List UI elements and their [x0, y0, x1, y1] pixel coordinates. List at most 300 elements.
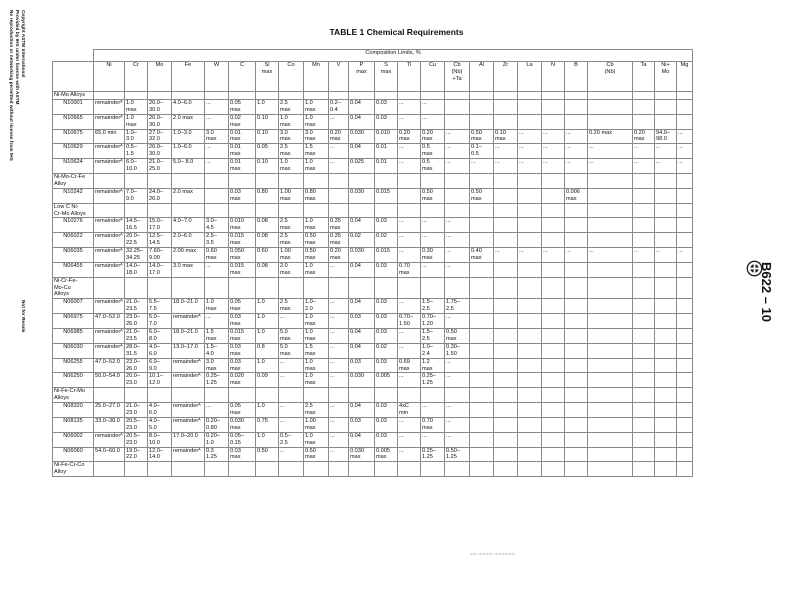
table-cell: 0.03 max	[229, 343, 256, 358]
table-cell	[542, 358, 565, 373]
table-cell: ...	[279, 358, 304, 373]
table-cell	[655, 403, 677, 418]
table-cell: 5.0– 7.0	[148, 314, 172, 329]
table-cell: ...	[565, 129, 588, 144]
empty-cell	[125, 388, 148, 403]
column-header: La	[518, 62, 542, 92]
table-cell: 0.30 max	[421, 248, 445, 263]
table-cell: 15.0– 17.0	[148, 218, 172, 233]
table-cell: 47.0–52.0	[94, 314, 125, 329]
empty-cell	[148, 388, 172, 403]
table-cell: remainderᴬ	[94, 343, 125, 358]
table-cell	[655, 358, 677, 373]
empty-cell	[633, 277, 655, 299]
table-cell: remainderᴬ	[94, 248, 125, 263]
table-cell: 94.0– 98.0	[655, 129, 677, 144]
table-cell: 2.0–6.0	[172, 233, 205, 248]
table-cell: remainderᴬ	[94, 329, 125, 344]
table-cell: 1.0 max	[125, 114, 148, 129]
table-cell: 2.5 max	[279, 218, 304, 233]
table-cell	[494, 99, 518, 114]
empty-cell	[421, 388, 445, 403]
uns-designation: N06022	[53, 233, 94, 248]
table-cell	[470, 299, 494, 314]
table-cell	[518, 99, 542, 114]
table-cell	[329, 188, 349, 203]
uns-designation: N06255	[53, 358, 94, 373]
table-cell	[565, 329, 588, 344]
empty-cell	[633, 462, 655, 477]
table-cell: ...	[279, 447, 304, 462]
table-cell: 0.35 max	[329, 218, 349, 233]
table-cell: 1.0–3.0	[172, 129, 205, 144]
table-cell	[655, 314, 677, 329]
empty-cell	[256, 462, 279, 477]
table-cell: 0.04	[349, 144, 375, 159]
table-cell	[588, 218, 633, 233]
table-cell	[542, 314, 565, 329]
table-cell	[677, 299, 693, 314]
table-cell: remainderᴬ	[172, 358, 205, 373]
table-cell	[677, 314, 693, 329]
column-header: Co	[279, 62, 304, 92]
empty-cell	[205, 173, 229, 188]
empty-cell	[470, 173, 494, 188]
table-cell: 0.030	[349, 188, 375, 203]
table-cell: 0.80	[256, 188, 279, 203]
table-cell: 0.03	[349, 314, 375, 329]
table-cell	[588, 403, 633, 418]
table-cell: ...	[398, 99, 421, 114]
table-cell: ...	[655, 144, 677, 159]
table-cell: ...	[445, 248, 470, 263]
table-cell	[470, 447, 494, 462]
table-cell: 0.03	[375, 417, 398, 432]
empty-cell	[542, 173, 565, 188]
empty-cell	[398, 388, 421, 403]
table-cell: ...	[542, 144, 565, 159]
table-cell	[588, 99, 633, 114]
table-row	[53, 233, 693, 248]
column-header: Zr	[494, 62, 518, 92]
table-cell: 0.08	[256, 233, 279, 248]
table-cell: 2.0 max	[172, 188, 205, 203]
table-cell	[542, 262, 565, 277]
table-cell: 0.60	[256, 248, 279, 263]
alloy-group-row	[53, 388, 693, 403]
copyright-sidebar	[4, 10, 28, 340]
table-cell: 1.2 max	[421, 358, 445, 373]
table-row	[53, 403, 693, 418]
table-cell	[633, 299, 655, 314]
uns-designation: N06060	[53, 447, 94, 462]
table-cell: 3.0 max	[205, 129, 229, 144]
empty-cell	[329, 92, 349, 100]
empty-cell	[205, 388, 229, 403]
table-cell: 0.50 max	[445, 329, 470, 344]
empty-cell	[421, 173, 445, 188]
empty-cell	[633, 388, 655, 403]
table-cell: 1.0– 3.0	[125, 129, 148, 144]
table-cell	[494, 343, 518, 358]
table-cell: 21.0– 25.0	[148, 159, 172, 174]
table-cell	[588, 114, 633, 129]
table-cell: 0.01	[375, 144, 398, 159]
table-cell: ...	[565, 248, 588, 263]
table-cell	[633, 262, 655, 277]
table-cell	[565, 432, 588, 447]
table-cell: 23.0– 26.0	[125, 358, 148, 373]
table-cell: 1.0 max	[304, 218, 329, 233]
copyright-line-1: Copyright ASTM International	[21, 10, 26, 78]
table-cell: 8.0– 10.0	[148, 432, 172, 447]
table-cell: 1.0– 2.4	[421, 343, 445, 358]
table-cell: ...	[445, 233, 470, 248]
empty-cell	[229, 388, 256, 403]
empty-cell	[205, 462, 229, 477]
empty-cell	[205, 203, 229, 218]
table-cell	[494, 188, 518, 203]
table-cell	[518, 432, 542, 447]
table-cell: remainderᴬ	[94, 188, 125, 203]
table-cell: 0.03	[349, 417, 375, 432]
table-cell: 3.0 max	[205, 358, 229, 373]
table-cell	[588, 447, 633, 462]
table-cell: ...	[677, 248, 693, 263]
table-cell: 0.03	[375, 358, 398, 373]
table-cell: 26.0– 30.0	[148, 99, 172, 114]
table-cell: 0.80 max	[304, 188, 329, 203]
table-cell: 0.05 max	[229, 99, 256, 114]
table-cell: 1.0 max	[304, 373, 329, 388]
table-cell: ...	[398, 233, 421, 248]
empty-cell	[349, 203, 375, 218]
table-cell: ...	[421, 114, 445, 129]
table-cell: remainderᴬ	[94, 299, 125, 314]
table-cell: 0.015 max	[229, 262, 256, 277]
table-cell	[588, 262, 633, 277]
table-cell	[677, 403, 693, 418]
table-row	[53, 129, 693, 144]
empty-cell	[470, 203, 494, 218]
table-cell	[588, 299, 633, 314]
table-cell	[542, 432, 565, 447]
table-cell	[633, 329, 655, 344]
uns-designation: N10624	[53, 159, 94, 174]
table-cell: 0.04	[349, 99, 375, 114]
table-cell	[470, 233, 494, 248]
table-cell: 0.50 max	[304, 248, 329, 263]
table-cell	[398, 188, 421, 203]
table-cell: 25.0–27.0	[94, 403, 125, 418]
table-row	[53, 144, 693, 159]
empty-cell	[677, 92, 693, 100]
uns-designation: N06455	[53, 262, 94, 277]
table-cell: ...	[445, 417, 470, 432]
empty-cell	[633, 203, 655, 218]
table-cell	[470, 343, 494, 358]
table-cell: 1.5– 2.5	[421, 329, 445, 344]
empty-cell	[494, 203, 518, 218]
table-cell: 1.0 max	[304, 114, 329, 129]
table-cell	[633, 343, 655, 358]
table-cell: remainderᴬ	[172, 373, 205, 388]
table-cell	[633, 447, 655, 462]
table-cell: 54.0–60.0	[94, 447, 125, 462]
empty-cell	[633, 173, 655, 188]
table-cell	[588, 188, 633, 203]
table-cell: 0.25– 1.25	[421, 447, 445, 462]
table-cell: 0.01 max	[229, 159, 256, 174]
table-cell	[633, 188, 655, 203]
table-cell: ...	[205, 159, 229, 174]
empty-cell	[542, 462, 565, 477]
table-cell: 0.03 max	[229, 188, 256, 203]
alloy-group-row	[53, 203, 693, 218]
table-cell: 18.0–21.0	[172, 329, 205, 344]
table-cell: 0.60 max	[205, 248, 229, 263]
table-cell: remainderᴬ	[94, 262, 125, 277]
empty-cell	[470, 388, 494, 403]
column-header: Ta	[633, 62, 655, 92]
table-cell	[542, 343, 565, 358]
table-cell: 0.20 max	[329, 129, 349, 144]
table-cell: ...	[445, 373, 470, 388]
table-cell: 0.05 max	[229, 299, 256, 314]
uns-designation: N06007	[53, 299, 94, 314]
empty-cell	[172, 92, 205, 100]
table-cell: ...	[329, 299, 349, 314]
empty-cell	[421, 277, 445, 299]
table-row	[53, 262, 693, 277]
table-cell: 0.015 max	[229, 329, 256, 344]
empty-cell	[279, 92, 304, 100]
table-cell: remainderᴬ	[94, 159, 125, 174]
table-row	[53, 373, 693, 388]
table-cell	[588, 432, 633, 447]
table-cell	[655, 373, 677, 388]
table-cell: ...	[279, 403, 304, 418]
table-cell	[470, 329, 494, 344]
empty-cell	[565, 462, 588, 477]
table-cell	[494, 299, 518, 314]
table-cell	[542, 114, 565, 129]
empty-cell	[349, 92, 375, 100]
table-cell	[655, 233, 677, 248]
table-cell	[677, 262, 693, 277]
empty-cell	[304, 203, 329, 218]
table-cell: 0.70 max	[421, 417, 445, 432]
empty-cell	[172, 462, 205, 477]
table-cell: 0.25– 1.25	[421, 373, 445, 388]
table-cell: 27.0– 32.0	[148, 129, 172, 144]
table-cell: 20.5– 23.0	[125, 432, 148, 447]
table-cell: 1.0	[256, 99, 279, 114]
table-cell: 1.00 max	[279, 248, 304, 263]
table-cell	[677, 417, 693, 432]
empty-cell	[125, 92, 148, 100]
table-cell: 2.0 max	[279, 262, 304, 277]
empty-cell	[677, 277, 693, 299]
table-cell: 0.050 max	[229, 248, 256, 263]
table-cell	[588, 329, 633, 344]
table-cell: 1.0	[256, 329, 279, 344]
table-cell: remainderᴬ	[172, 417, 205, 432]
empty-cell	[172, 388, 205, 403]
table-cell: ...	[565, 159, 588, 174]
table-cell: 0.04	[349, 299, 375, 314]
table-cell: 4.0– 6.0	[148, 403, 172, 418]
empty-cell	[398, 277, 421, 299]
table-cell: 0.50 max	[470, 129, 494, 144]
table-cell: remainderᴬ	[94, 144, 125, 159]
table-cell: 0.35 max	[329, 233, 349, 248]
table-row	[53, 299, 693, 314]
table-cell: ...	[494, 144, 518, 159]
column-header: Cb (Nb) +Ta	[445, 62, 470, 92]
table-cell: 20.0– 22.5	[125, 233, 148, 248]
column-header: Fe	[172, 62, 205, 92]
empty-cell	[542, 388, 565, 403]
table-cell	[655, 99, 677, 114]
table-cell	[633, 403, 655, 418]
table-cell	[518, 114, 542, 129]
table-cell: 0.50 max	[304, 233, 329, 248]
empty-cell	[304, 462, 329, 477]
table-cell	[633, 417, 655, 432]
table-cell: 0.5– 2.5	[279, 432, 304, 447]
table-cell	[633, 358, 655, 373]
table-cell: 0.09	[256, 373, 279, 388]
table-cell: 32.25– 34.25	[125, 248, 148, 263]
table-cell: 1.0 max	[304, 329, 329, 344]
empty-cell	[542, 92, 565, 100]
column-header: C	[229, 62, 256, 92]
table-cell	[655, 343, 677, 358]
table-cell: 1.5 max	[304, 144, 329, 159]
column-header: Mg	[677, 62, 693, 92]
table-cell: 1.5 max	[304, 343, 329, 358]
table-cell: ...	[329, 447, 349, 462]
empty-cell	[565, 388, 588, 403]
empty-cell	[470, 277, 494, 299]
table-cell: 0.030 max	[229, 417, 256, 432]
table-cell: ...	[398, 248, 421, 263]
table-cell	[565, 114, 588, 129]
empty-cell	[375, 92, 398, 100]
table-cell: 0.70– 1.50	[398, 314, 421, 329]
table-cell: 0.69 max	[398, 358, 421, 373]
table-cell	[588, 233, 633, 248]
empty-cell	[304, 92, 329, 100]
table-cell: remainderᴬ	[94, 233, 125, 248]
table-cell: 1.0– 2.0	[304, 299, 329, 314]
table-cell: ...	[588, 248, 633, 263]
table-cell: ...	[329, 329, 349, 344]
table-cell: ...	[329, 358, 349, 373]
empty-cell	[542, 203, 565, 218]
table-cell: ...	[279, 417, 304, 432]
table-cell	[518, 447, 542, 462]
table-cell	[518, 299, 542, 314]
empty-cell	[655, 92, 677, 100]
table-cell: ...	[565, 144, 588, 159]
table-cell	[633, 233, 655, 248]
table-cell: 24.0– 26.0	[148, 188, 172, 203]
table-cell	[565, 403, 588, 418]
table-cell: ...	[445, 129, 470, 144]
empty-cell	[229, 277, 256, 299]
table-cell: ...	[329, 432, 349, 447]
uns-designation: N06975	[53, 314, 94, 329]
empty-cell	[655, 388, 677, 403]
table-cell: 0.50	[256, 447, 279, 462]
empty-cell	[494, 462, 518, 477]
table-cell	[588, 358, 633, 373]
table-cell: 0.02	[375, 233, 398, 248]
table-cell: 6.0– 10.0	[125, 159, 148, 174]
column-header: W	[205, 62, 229, 92]
table-cell: 28.0– 31.5	[125, 343, 148, 358]
table-cell: 33.0–38.0	[94, 417, 125, 432]
table-cell: 0.30– 1.50	[445, 343, 470, 358]
table-cell: 5.5– 7.5	[148, 299, 172, 314]
table-cell	[655, 432, 677, 447]
column-header: Mn	[304, 62, 329, 92]
table-cell	[470, 403, 494, 418]
table-cell	[655, 447, 677, 462]
empty-cell	[304, 388, 329, 403]
empty-cell	[445, 173, 470, 188]
table-cell: 0.10	[256, 114, 279, 129]
column-header: Ni	[94, 62, 125, 92]
table-cell	[655, 218, 677, 233]
empty-cell	[421, 203, 445, 218]
table-cell: 0.02	[375, 343, 398, 358]
copyright-line-2: Provided by IHS under license with ASTM	[15, 10, 20, 105]
table-cell: ...	[421, 432, 445, 447]
empty-cell	[229, 92, 256, 100]
table-cell: 17.0–20.0	[172, 432, 205, 447]
table-cell: ...	[329, 373, 349, 388]
table-cell: 2.5 max	[279, 299, 304, 314]
empty-cell	[279, 388, 304, 403]
table-cell: ...	[542, 248, 565, 263]
table-cell: 0.02	[349, 233, 375, 248]
table-cell: 0.5 max	[421, 144, 445, 159]
table-cell: 1.0 max	[304, 358, 329, 373]
table-cell: ...	[398, 329, 421, 344]
table-cell: 65.0 min	[94, 129, 125, 144]
table-cell	[470, 262, 494, 277]
empty-cell	[256, 173, 279, 188]
table-row	[53, 218, 693, 233]
table-cell: ...	[542, 159, 565, 174]
empty-cell	[542, 277, 565, 299]
table-cell	[677, 99, 693, 114]
empty-cell	[349, 173, 375, 188]
empty-cell	[445, 388, 470, 403]
table-cell: 0.015	[375, 188, 398, 203]
table-cell: 0.20– 1.0	[205, 432, 229, 447]
table-cell: ...	[398, 447, 421, 462]
empty-cell	[655, 203, 677, 218]
table-cell: 0.1– 0.5	[470, 144, 494, 159]
table-cell	[565, 358, 588, 373]
table-cell: 1.5– 2.5	[421, 299, 445, 314]
table-cell: 2.5 max	[279, 233, 304, 248]
empty-cell	[329, 277, 349, 299]
